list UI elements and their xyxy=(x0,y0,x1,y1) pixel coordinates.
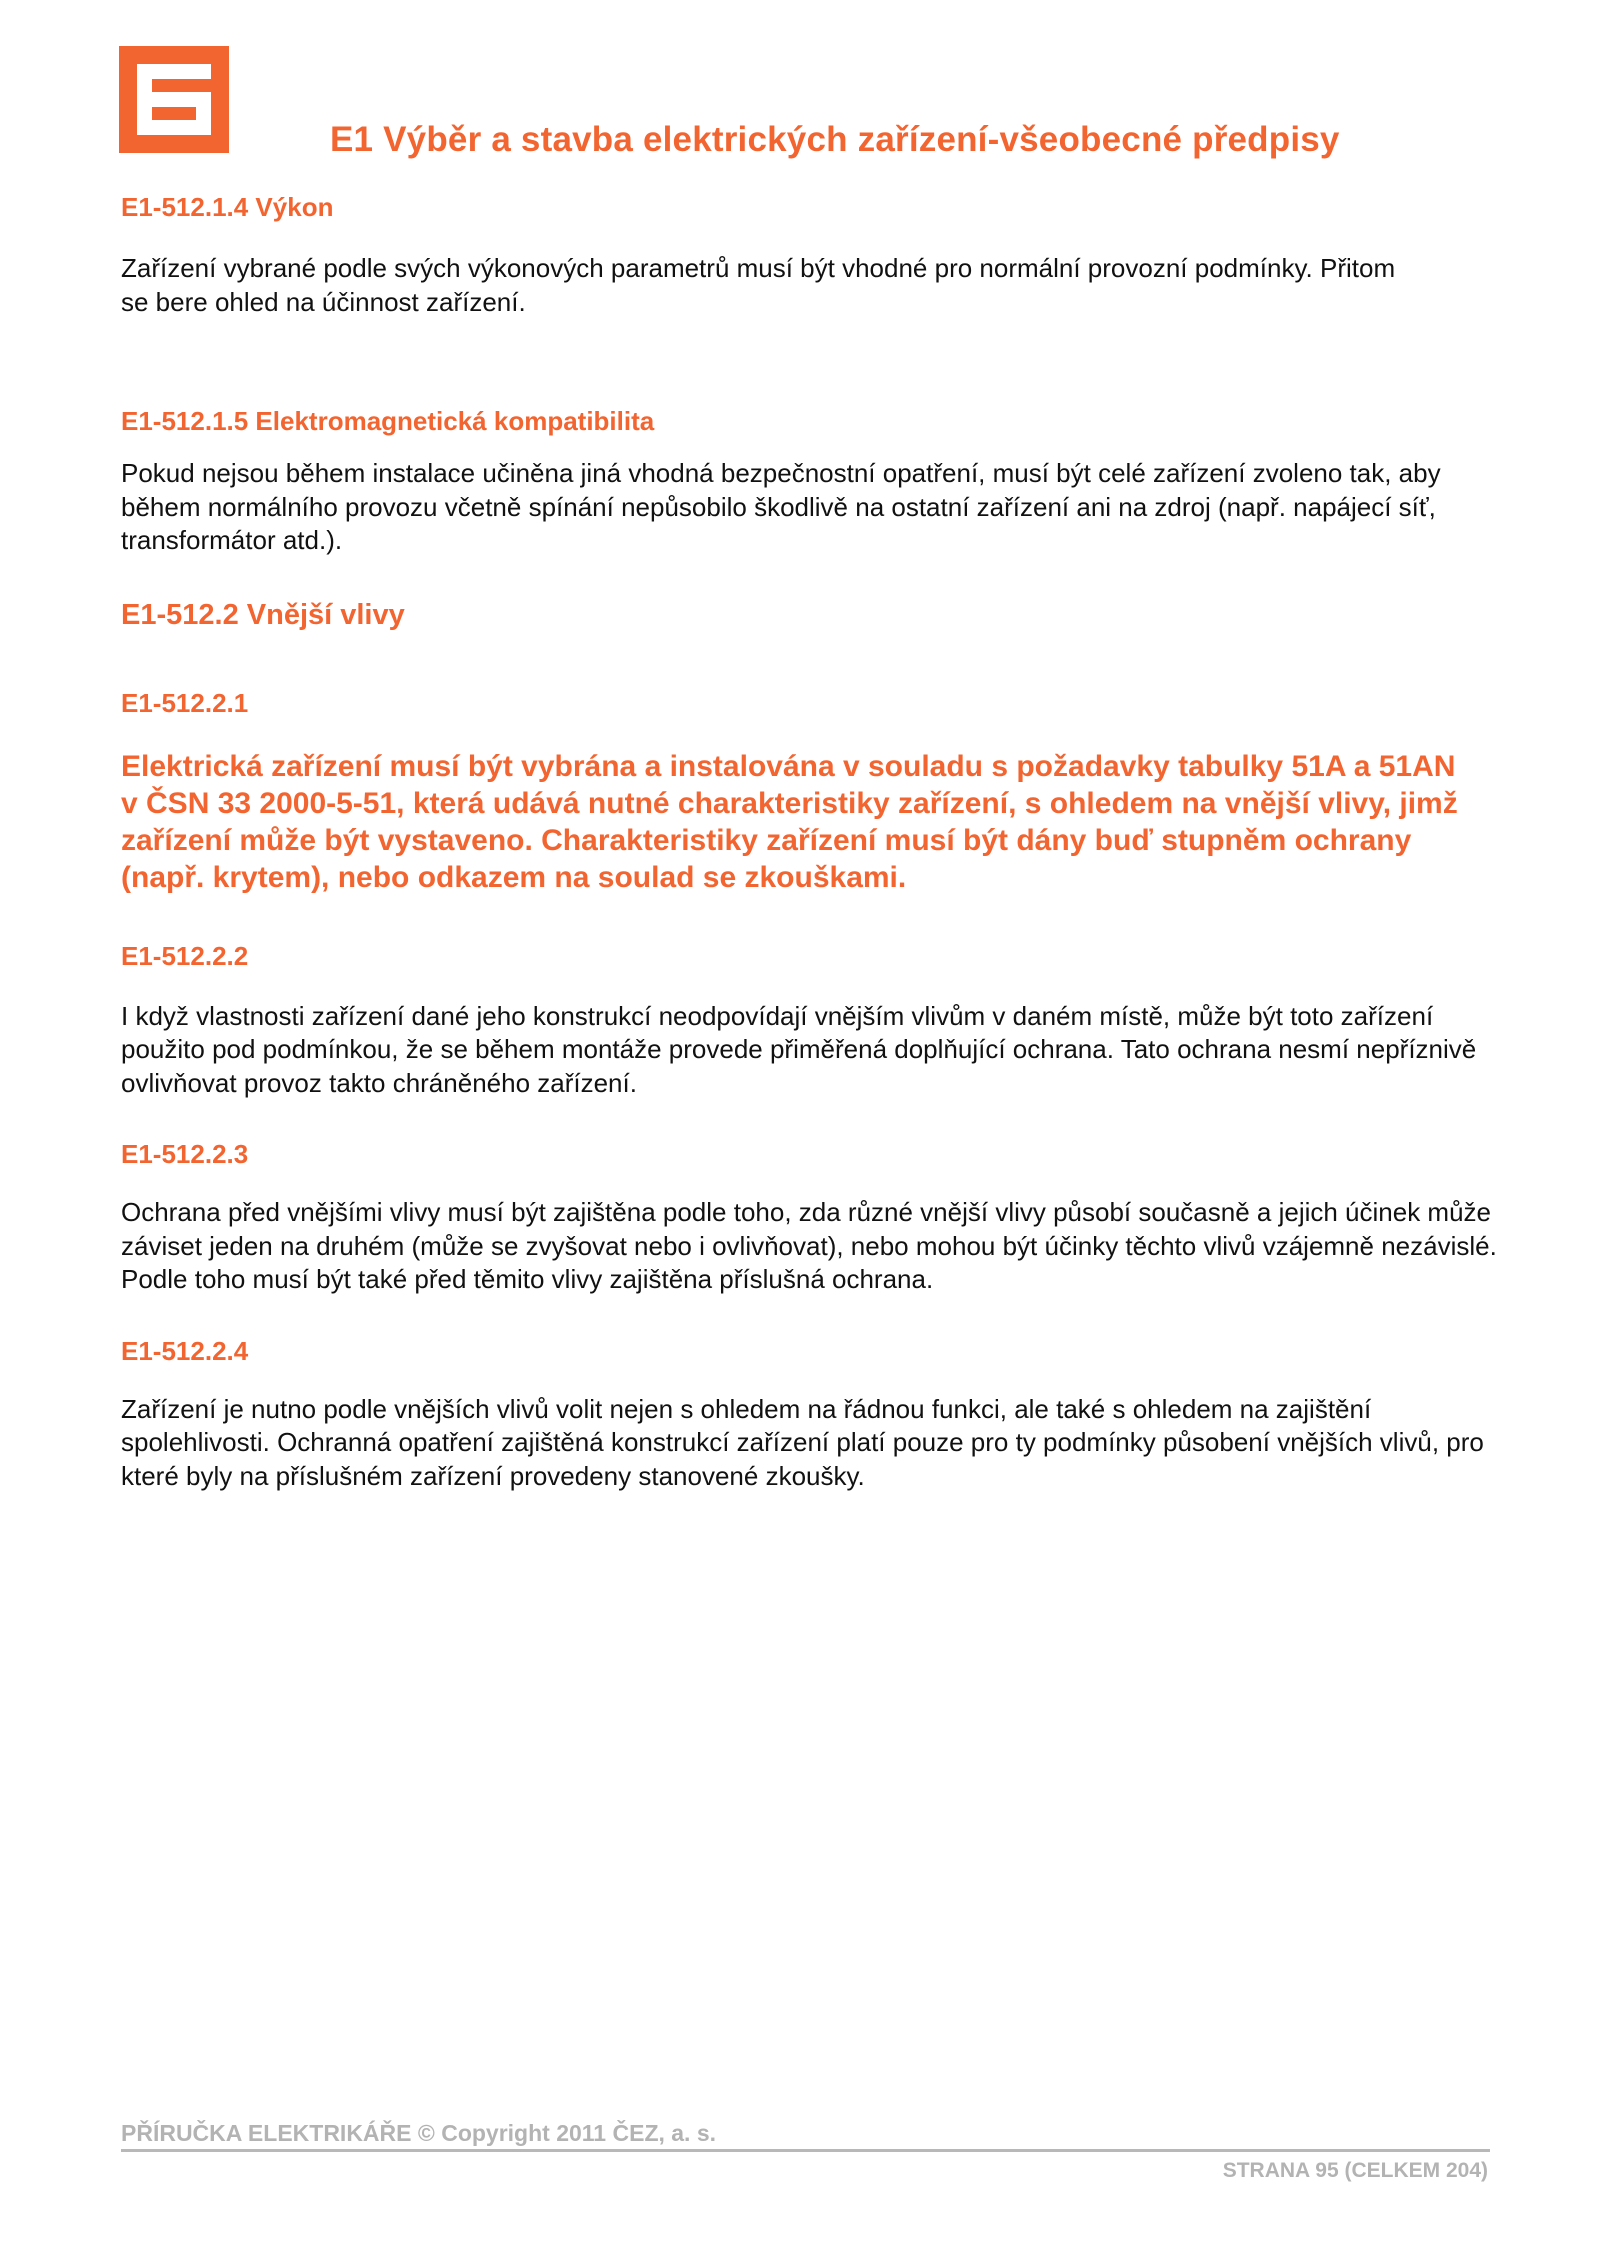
section-paragraph: Zařízení vybrané podle svých výkonových parametrů musí být vhodné pro normální provozní podmínky. Přitom se bere ohled na účinnost zařízení. xyxy=(121,253,1396,317)
document-body xyxy=(121,191,1501,1493)
section-paragraph: Ochrana před vnějšími vlivy musí být zajištěna podle toho, zda různé vnější vlivy působí současně a jejich účinek může záviset jeden na druhém (může se zvyšovat nebo i ovlivňovat), nebo mohou být účinky těchto vlivů vzájemně nezávislé. Podle toho musí být také před těmito vlivy zajištěna příslušná ochrana. xyxy=(121,1197,1497,1294)
section-heading: E1-512.2.4 xyxy=(121,1335,249,1366)
section-paragraph: Zařízení je nutno podle vnějších vlivů volit nejen s ohledem na řádnou funkci, ale také s ohledem na zajištění spolehlivosti. Ochranná opatření zajištěná konstrukcí zařízení platí pouze pro ty podmínky působení vnějších vlivů, pro které byly na příslušném zařízení provedeny stanovené zkoušky. xyxy=(121,1393,1484,1491)
footer-copyright: PŘÍRUČKA ELEKTRIKÁŘE © Copyright 2011 ČEZ, a. s. xyxy=(121,2120,717,2146)
footer-divider xyxy=(121,2149,1490,2152)
footer-page-number: STRANA 95 (CELKEM 204) xyxy=(1222,2159,1488,2182)
section-heading: E1-512.2.3 xyxy=(121,1139,249,1169)
cez-logo-icon xyxy=(119,46,229,153)
section-heading: E1-512.2.2 xyxy=(121,940,249,971)
section-heading: E1-512.1.4 Výkon xyxy=(121,192,334,222)
section-heading: E1-512.2.1 xyxy=(121,687,249,718)
section-heading: E1-512.1.5 Elektromagnetická kompatibilita xyxy=(121,406,655,436)
section-heading: E1-512.2 Vnější vlivy xyxy=(121,598,405,631)
section-paragraph: I když vlastnosti zařízení dané jeho konstrukcí neodpovídají vnějším vlivům v daném místě, může být toto zařízení použito pod podmínkou, že se během montáže provede přiměřená doplňující ochrana. Tato ochrana nesmí nepříznivě ovlivňovat provoz takto chráněného zařízení. xyxy=(121,1000,1477,1098)
emphasis-paragraph: v ČSN 33 2000-5-51, která udává nutné charakteristiky zařízení, s ohledem na vnější vlivy, jimž zařízení může být vystaveno. Charakteristiky zařízení musí být dány buď stupněm ochrany (např. krytem), nebo odkazem na soulad se zkouškami. xyxy=(121,786,1458,894)
page-title: E1 Výběr a stavba elektrických zařízení-všeobecné předpisy xyxy=(330,120,1340,159)
emphasis-paragraph: Elektrická zařízení musí být vybrána a instalována v souladu s požadavky tabulky 51A a 51AN xyxy=(121,749,1456,783)
section-paragraph: Pokud nejsou během instalace učiněna jiná vhodná bezpečnostní opatření, musí být celé zařízení zvoleno tak, aby během normálního provozu včetně spínání nepůsobilo škodlivě na ostatní zařízení ani na zdroj (např. napájecí síť, transformátor atd.). xyxy=(121,458,1441,555)
